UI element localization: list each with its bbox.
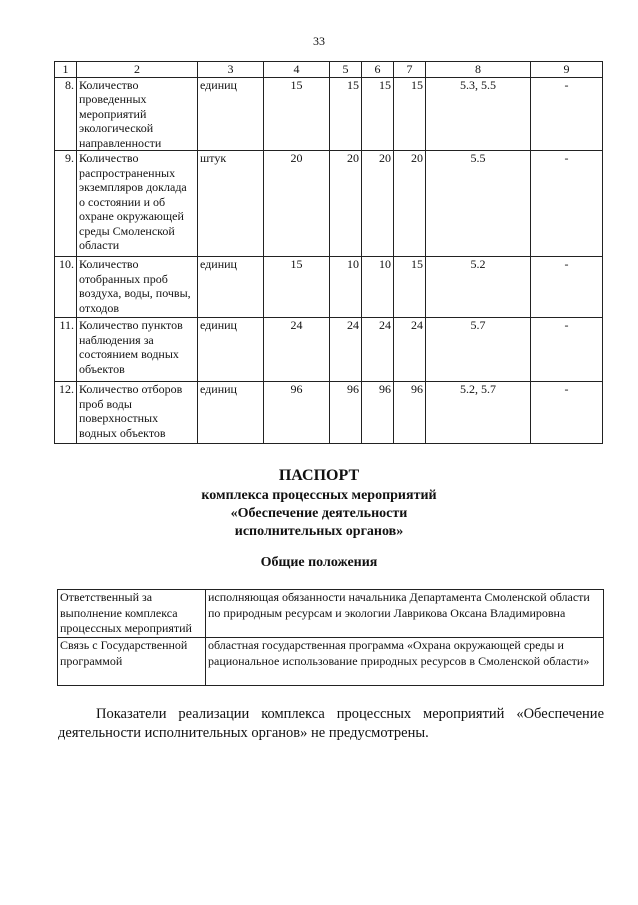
note-cell: - xyxy=(531,382,603,444)
value-cell: 20 xyxy=(330,151,362,257)
field-value: областная государственная программа «Охрана окружающей среды и рациональное использование природных ресурсов в Смоленской области» xyxy=(206,638,604,686)
value-cell: 20 xyxy=(264,151,330,257)
header-cell: 9 xyxy=(531,62,603,78)
value-cell: 20 xyxy=(394,151,426,257)
row-number: 8. xyxy=(55,77,77,151)
header-cell: 5 xyxy=(330,62,362,78)
header-cell: 8 xyxy=(426,62,531,78)
value-cell: 24 xyxy=(394,318,426,382)
table-row xyxy=(55,318,603,382)
value-cell: 10 xyxy=(330,257,362,318)
header-cell: 1 xyxy=(55,62,77,78)
general-provisions-heading: Общие положения xyxy=(260,555,378,570)
closing-paragraph: Показатели реализации комплекса процессных мероприятий «Обеспечение деятельности исполнительных органов» не предусмотрены. xyxy=(58,706,604,741)
unit-cell: единиц xyxy=(198,77,264,151)
header-cell: 2 xyxy=(77,62,198,78)
value-cell: 15 xyxy=(394,257,426,318)
indicator-name: Количество отобранных проб воздуха, воды, почвы, отходов xyxy=(77,257,198,318)
header-cell: 3 xyxy=(198,62,264,78)
unit-cell: единиц xyxy=(198,382,264,444)
header-cell: 4 xyxy=(264,62,330,78)
general-provisions-table xyxy=(57,589,604,686)
note-cell: - xyxy=(531,318,603,382)
table-row xyxy=(58,638,604,686)
reference-cell: 5.2 xyxy=(426,257,531,318)
value-cell: 24 xyxy=(330,318,362,382)
note-cell: - xyxy=(531,257,603,318)
value-cell: 15 xyxy=(264,257,330,318)
indicator-name: Количество пунктов наблюдения за состоянием водных объектов xyxy=(77,318,198,382)
reference-cell: 5.2, 5.7 xyxy=(426,382,531,444)
indicator-name: Количество проведенных мероприятий экологической направленности xyxy=(77,77,198,151)
field-value: исполняющая обязанности начальника Департамента Смоленской области по природным ресурсам и экологии Лаврикова Оксана Владимировна xyxy=(206,590,604,638)
reference-cell: 5.3, 5.5 xyxy=(426,77,531,151)
table-row xyxy=(55,77,603,151)
reference-cell: 5.5 xyxy=(426,151,531,257)
value-cell: 24 xyxy=(362,318,394,382)
value-cell: 96 xyxy=(264,382,330,444)
table-row xyxy=(55,151,603,257)
field-label: Связь с Государственной программой xyxy=(58,638,206,686)
row-number: 11. xyxy=(55,318,77,382)
unit-cell: штук xyxy=(198,151,264,257)
indicators-table xyxy=(54,61,603,444)
value-cell: 15 xyxy=(394,77,426,151)
value-cell: 15 xyxy=(264,77,330,151)
value-cell: 96 xyxy=(362,382,394,444)
header-cell: 7 xyxy=(394,62,426,78)
table-row xyxy=(58,590,604,638)
field-label: Ответственный за выполнение комплекса процессных мероприятий xyxy=(58,590,206,638)
note-cell: - xyxy=(531,151,603,257)
table-row xyxy=(55,257,603,318)
value-cell: 15 xyxy=(362,77,394,151)
value-cell: 20 xyxy=(362,151,394,257)
row-number: 10. xyxy=(55,257,77,318)
value-cell: 24 xyxy=(264,318,330,382)
passport-subtitle-line: комплекса процессных мероприятий xyxy=(201,488,437,503)
header-cell: 6 xyxy=(362,62,394,78)
row-number: 9. xyxy=(55,151,77,257)
table-header-row xyxy=(55,62,603,78)
page-number: 33 xyxy=(313,34,325,48)
unit-cell: единиц xyxy=(198,318,264,382)
value-cell: 96 xyxy=(394,382,426,444)
table-row xyxy=(55,382,603,444)
value-cell: 15 xyxy=(330,77,362,151)
indicator-name: Количество распространенных экземпляров доклада о состоянии и об охране окружающей среды Смоленской области xyxy=(77,151,198,257)
note-cell: - xyxy=(531,77,603,151)
value-cell: 96 xyxy=(330,382,362,444)
unit-cell: единиц xyxy=(198,257,264,318)
reference-cell: 5.7 xyxy=(426,318,531,382)
passport-subtitle-line: «Обеспечение деятельности xyxy=(230,506,408,521)
row-number: 12. xyxy=(55,382,77,444)
value-cell: 10 xyxy=(362,257,394,318)
passport-subtitle-line: исполнительных органов» xyxy=(234,524,404,539)
passport-title: ПАСПОРТ xyxy=(278,467,360,484)
indicator-name: Количество отборов проб воды поверхностных водных объектов xyxy=(77,382,198,444)
